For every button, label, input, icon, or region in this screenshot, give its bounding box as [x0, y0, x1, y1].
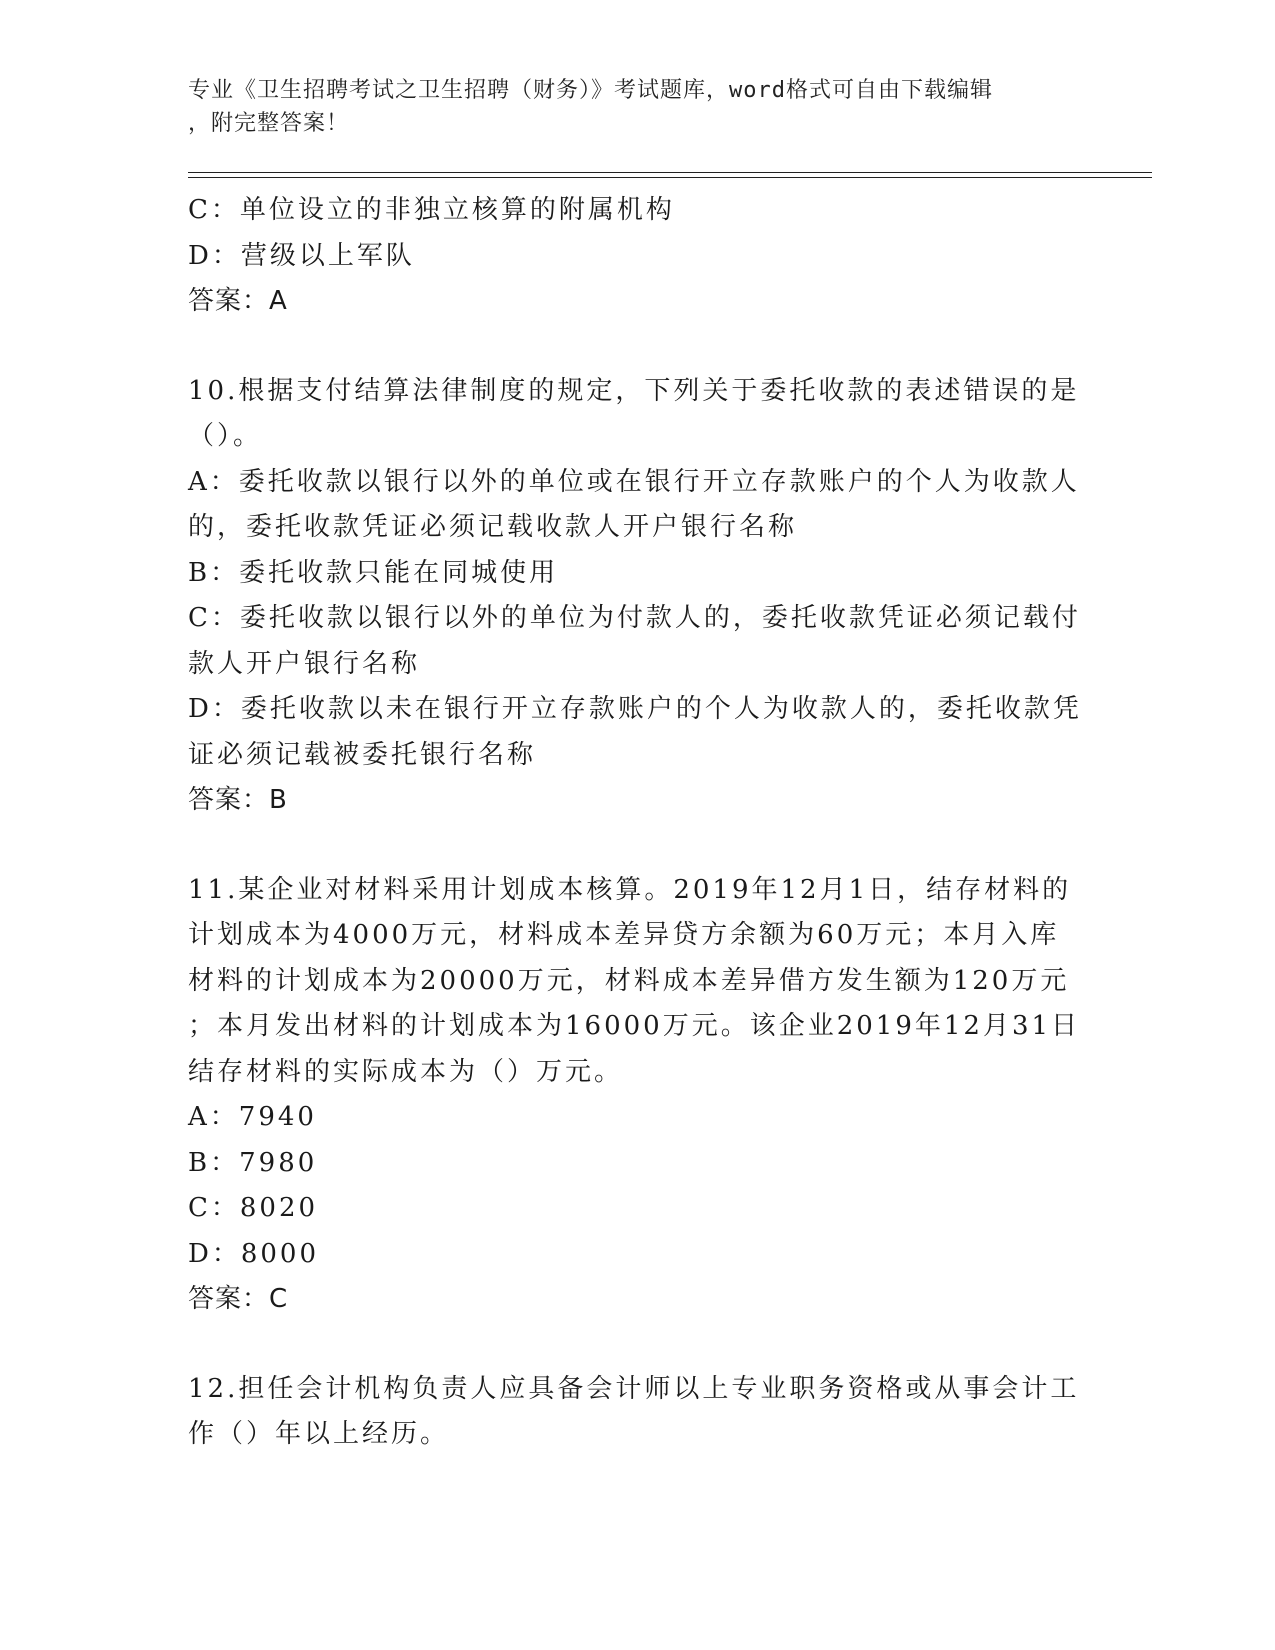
q10-option-c-line-1: C：委托收款以银行以外的单位为付款人的，委托收款凭证必须记载付 [188, 603, 1081, 633]
header-rule-bottom [188, 177, 1152, 178]
document-header [188, 74, 1088, 140]
q10-stem-line-1: 10.根据支付结算法律制度的规定，下列关于委托收款的表述错误的是 [188, 375, 1080, 406]
q11-option-c: C：8020 [188, 1193, 319, 1223]
q10-option-d-line-2: 证必须记载被委托银行名称 [188, 739, 537, 770]
q11-stem-line-5: 结存材料的实际成本为（）万元。 [188, 1056, 624, 1087]
q11-stem-line-3: 材料的计划成本为20000万元，材料成本差异借方发生额为120万元 [188, 965, 1070, 996]
q10-stem-line-2: （）。 [188, 421, 263, 451]
q9-option-d: D：营级以上军队 [188, 240, 415, 271]
q11-stem-line-1: 11.某企业对材料采用计划成本核算。2019年12月1日，结存材料的 [188, 874, 1072, 905]
q12-stem-line-2: 作（）年以上经历。 [188, 1419, 450, 1449]
spacer [188, 1323, 1088, 1367]
spacer [188, 824, 1088, 868]
q11-stem-line-4: ；本月发出材料的计划成本为16000万元。该企业2019年12月31日 [188, 1011, 1081, 1041]
q11-option-d: D：8000 [188, 1238, 320, 1269]
q11-option-a: A：7940 [188, 1102, 317, 1132]
q11-option-b: B：7980 [188, 1147, 318, 1178]
spacer [188, 325, 1088, 369]
question-content [188, 188, 1088, 1458]
header-line-2: ，附完整答案！ [188, 111, 350, 136]
q11-answer: 答案：C [188, 1284, 289, 1314]
q11-stem-line-2: 计划成本为4000万元，材料成本差异贷方余额为60万元；本月入库 [188, 920, 1060, 950]
q12-stem-line-1: 12.担任会计机构负责人应具备会计师以上专业职务资格或从事会计工 [188, 1373, 1080, 1404]
header-line-1: 专业《卫生招聘考试之卫生招聘（财务）》考试题库，word格式可自由下载编辑 [188, 78, 993, 103]
header-rule-top [188, 172, 1152, 173]
q9-answer: 答案：A [188, 286, 288, 316]
q10-option-a-line-1: A：委托收款以银行以外的单位或在银行开立存款账户的个人为收款人 [188, 466, 1080, 497]
q10-option-a-line-2: 的，委托收款凭证必须记载收款人开户银行名称 [188, 512, 798, 542]
q9-option-c: C：单位设立的非独立核算的附属机构 [188, 195, 675, 225]
q10-option-d-line-1: D：委托收款以未在银行开立存款账户的个人为收款人的，委托收款凭 [188, 694, 1082, 724]
q10-answer: 答案：B [188, 785, 288, 815]
q10-option-c-line-2: 款人开户银行名称 [188, 648, 421, 679]
q10-option-b: B：委托收款只能在同城使用 [188, 557, 559, 588]
